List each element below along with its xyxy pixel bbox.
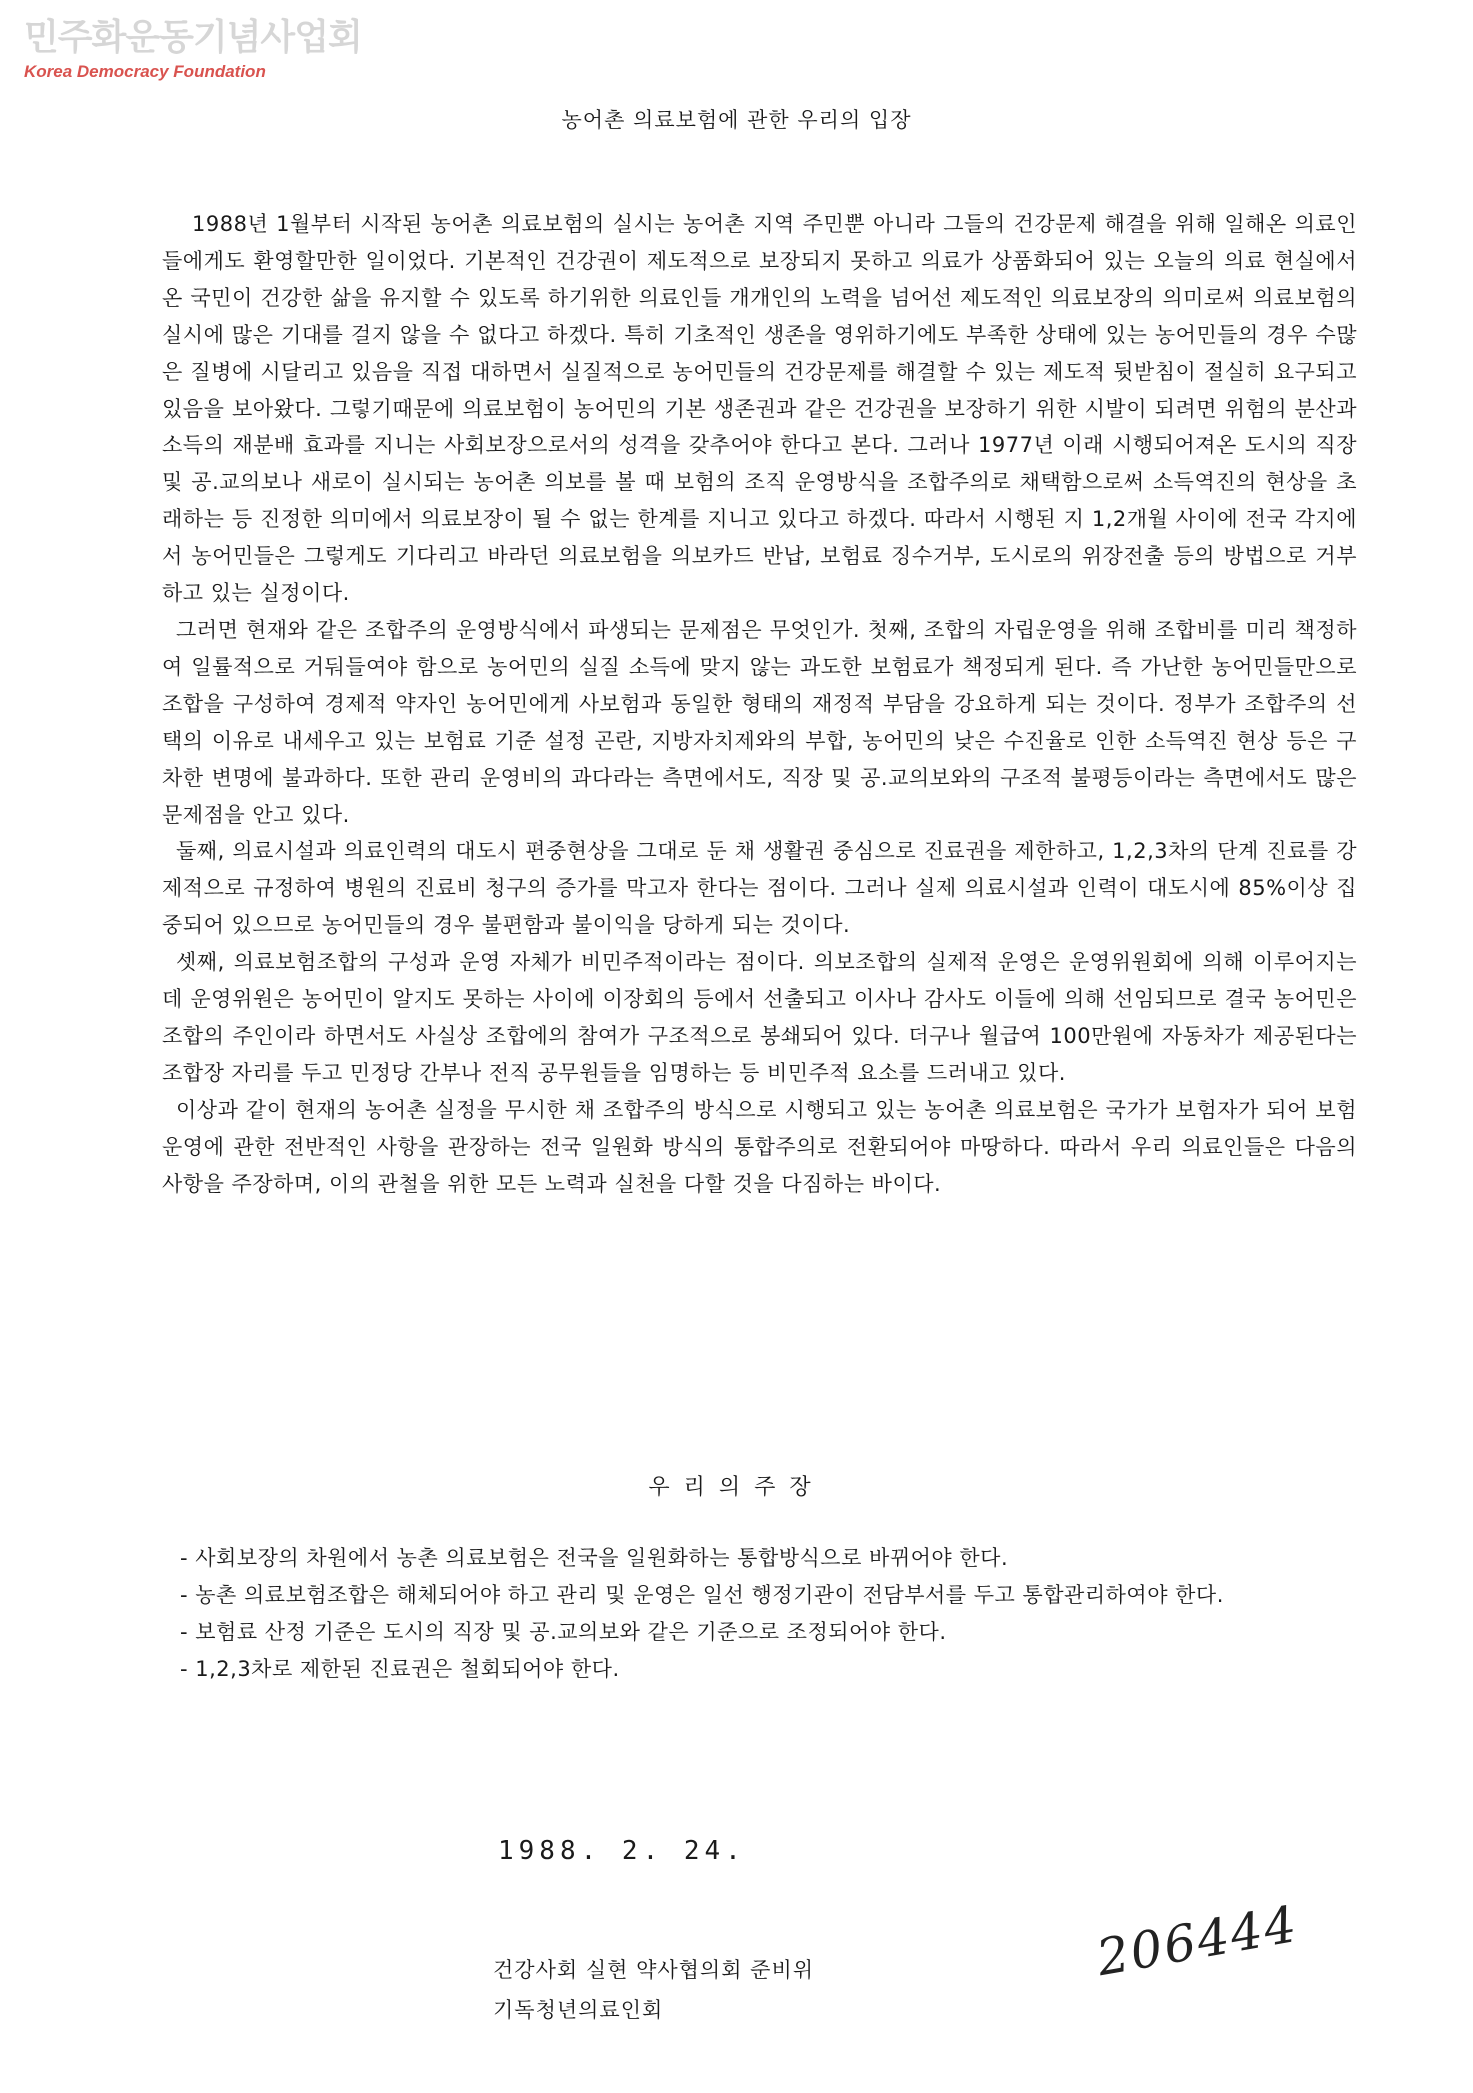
document-date: 1988. 2. 24. xyxy=(498,1836,746,1866)
body-paragraph: 이상과 같이 현재의 농어촌 실정을 무시한 채 조합주의 방식으로 시행되고 있는 농어촌 의료보험은 국가가 보험자가 되어 보험운영에 관한 전반적인 사항을 관장하는 전국 일원화 방식의 통합주의로 전환되어야 마땅하다. 따라서 우리 의료인들은 다음의 사항을 주장하며, 이의 관철을 위한 모든 노력과 실천을 다할 것을 다짐하는 바이다. xyxy=(162,1097,1357,1196)
claim-item: - 1,2,3차로 제한된 진료권은 철회되어야 한다. xyxy=(180,1656,620,1681)
watermark-english-text: Korea Democracy Foundation xyxy=(24,62,266,81)
signatory-line: 건강사회 실현 약사협의회 준비위 xyxy=(493,1958,815,1982)
claim-item: - 보험료 산정 기준은 도시의 직장 및 공.교의보와 같은 기준으로 조정되어야 한다. xyxy=(180,1619,947,1644)
body-paragraph: 1988년 1월부터 시작된 농어촌 의료보험의 실시는 농어촌 지역 주민뿐 아니라 그들의 건강문제 해결을 위해 일해온 의료인들에게도 환영할만한 일이었다. 기본적인 건강권이 제도적으로 보장되지 못하고 의료가 상품화되어 있는 오늘의 의료 현실에서 온 국민이 건강한 삶을 유지할 수 있도록 하기위한 의료인들 개개인의 노력을 넘어선 제도적인 의료보장의 의미로써 의료보험의 실시에 많은 기대를 걸지 않을 수 없다고 하겠다. 특히 기초적인 생존을 영위하기에도 부족한 상태에 있는 농어민들의 경우 수많은 질병에 시달리고 있음을 직접 대하면서 실질적으로 농어민들의 건강문제를 해결할 수 있는 제도적 뒷받침이 절실히 요구되고 있음을 보아왔다. 그렇기때문에 의료보험이 농어민의 기본 생존권과 같은 건강권을 보장하기 위한 시발이 되려면 위험의 분산과 소득의 재분배 효과를 지니는 사회보장으로서의 성격을 갖추어야 한다고 본다. 그러나 1977년 이래 시행되어져온 도시의 직장 및 공.교의보나 새로이 실시되는 농어촌 의보를 볼 때 보험의 조직 운영방식을 조합주의로 채택함으로써 소득역진의 현상을 초래하는 등 진정한 의미에서 의료보장이 될 수 없는 한계를 지니고 있다고 하겠다. 따라서 시행된 지 1,2개월 사이에 전국 각지에서 농어민들은 그렇게도 기다리고 바라던 의료보험을 의보카드 반납, 보험료 징수거부, 도시로의 위장전출 등의 방법으로 거부하고 있는 실정이다. xyxy=(162,212,1357,606)
signatory-line: 기독청년의료인회 xyxy=(493,1998,664,2022)
body-paragraph: 그러면 현재와 같은 조합주의 운영방식에서 파생되는 문제점은 무엇인가. 첫째, 조합의 자립운영을 위해 조합비를 미리 책정하여 일률적으로 거둬들여야 함으로 농어민의 실질 소득에 맞지 않는 과도한 보험료가 책정되게 된다. 즉 가난한 농어민들만으로 조합을 구성하여 경제적 약자인 농어민에게 사보험과 동일한 형태의 재정적 부담을 강요하게 되는 것이다. 정부가 조합주의 선택의 이유로 내세우고 있는 보험료 기준 설정 곤란, 지방자치제와의 부합, 농어민의 낮은 수진율로 인한 소득역진 현상 등은 구차한 변명에 불과하다. 또한 관리 운영비의 과다라는 측면에서도, 직장 및 공.교의보와의 구조적 불평등이라는 측면에서도 많은 문제점을 안고 있다. xyxy=(162,617,1357,827)
watermark-logo xyxy=(24,18,362,82)
watermark-korean-text: 민주화운동기념사업회 xyxy=(24,17,362,58)
claims-heading: 우리의주장 xyxy=(648,1475,825,1500)
claims-list xyxy=(170,1540,1355,1688)
claim-item: - 사회보장의 차원에서 농촌 의료보험은 전국을 일원화하는 통합방식으로 바뀌어야 한다. xyxy=(180,1546,1009,1570)
document-body xyxy=(162,206,1357,1202)
body-paragraph: 셋째, 의료보험조합의 구성과 운영 자체가 비민주적이라는 점이다. 의보조합의 실제적 운영은 운영위원회에 의해 이루어지는데 운영위원은 농어민이 알지도 못하는 사이에 이장회의 등에서 선출되고 이사나 감사도 이들에 의해 선임되므로 결국 농어민은 조합의 주인이라 하면서도 사실상 조합에의 참여가 구조적으로 봉쇄되어 있다. 더구나 월급여 100만원에 자동차가 제공된다는 조합장 자리를 두고 민정당 간부나 전직 공무원들을 임명하는 등 비민주적 요소를 드러내고 있다. xyxy=(162,950,1357,1085)
claim-item: - 농촌 의료보험조합은 해체되어야 하고 관리 및 운영은 일선 행정기관이 전담부서를 두고 통합관리하여야 한다. xyxy=(180,1582,1224,1607)
signatories xyxy=(493,1950,814,2030)
document-title: 농어촌 의료보험에 관한 우리의 입장 xyxy=(561,108,912,132)
handwritten-archive-number: 206444 xyxy=(1092,1894,1303,1988)
body-paragraph: 둘째, 의료시설과 의료인력의 대도시 편중현상을 그대로 둔 채 생활권 중심으로 진료권을 제한하고, 1,2,3차의 단계 진료를 강제적으로 규정하여 병원의 진료비 청구의 증가를 막고자 한다는 점이다. 그러나 실제 의료시설과 인력이 대도시에 85%이상 집중되어 있으므로 농어민들의 경우 불편함과 불이익을 당하게 되는 것이다. xyxy=(162,839,1357,938)
